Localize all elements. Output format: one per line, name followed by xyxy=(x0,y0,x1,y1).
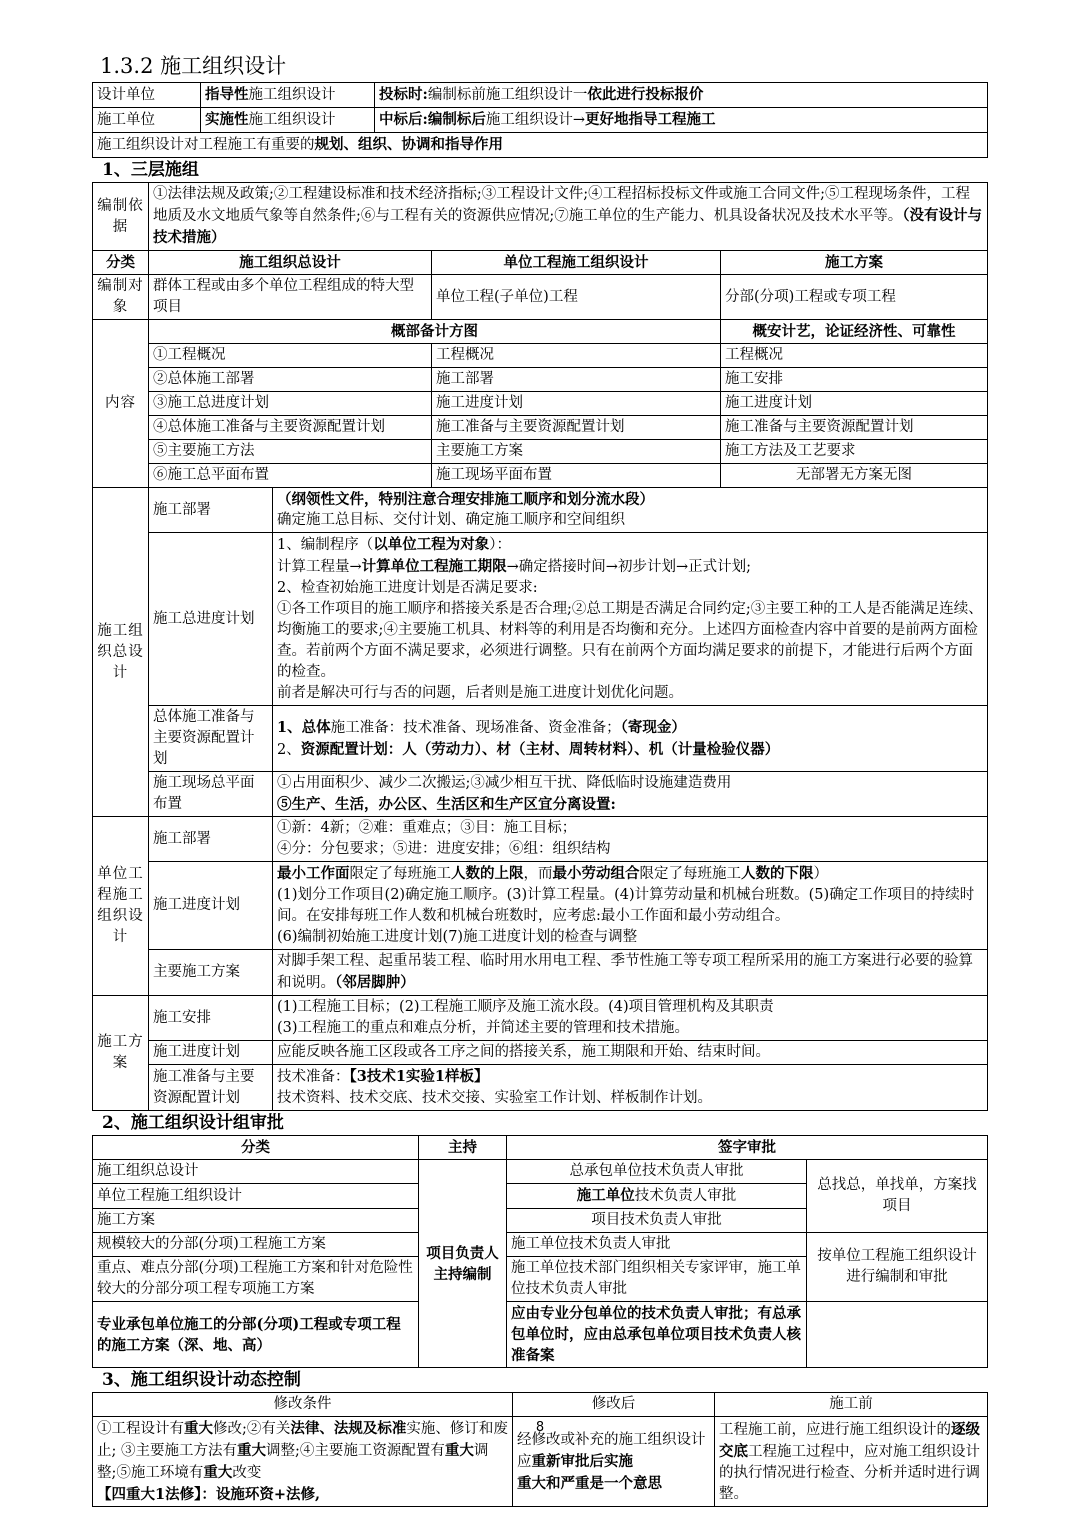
table-cell: ①占用面积少、减少二次搬运;③减少相互干扰、降低临时设施建造费用 ⑤生产、生活，办公区、生活区和生产区宜分离设置: xyxy=(273,772,988,817)
table-cell: 工程概况 xyxy=(432,344,721,368)
table-row xyxy=(93,1041,988,1065)
table-cell: 分部(分项)工程或专项工程 xyxy=(721,275,988,320)
table-cell: 群体工程或由多个单位工程组成的特大型项目 xyxy=(149,275,432,320)
table-header-row xyxy=(93,1136,988,1160)
table-cell: 1、总体施工准备：技术准备、现场准备、资金准备；（寄现金） 2、资源配置计划：人（劳动力）、材（主材、周转材料）、机（计量检验仪器） xyxy=(273,706,988,772)
table-cell: 1、编制程序（以单位工程为对象）： 计算工程量→计算单位工程施工期限→确定搭接时间→初步计划→正式计划; 2、检查初始施工进度计划是否满足要求: ①各工作项目的施工顺序和搭接关系是否合理;②总工期是否满足合同约定;③主要工种的工人是否能满足连续、均衡施工的要求;④主要施工机具、材料等的利用是否均衡和充分。上述四方面检查内容中首要的是前两方面检查。若前两个方面不满足要求，必须进行调整。只有在前两个方面均满足要求的前提下，才能进行后两个方面的检查。 前者是解决可行与否的问题，后者则是施工进度计划优化问题。 xyxy=(273,533,988,706)
table-row xyxy=(93,392,988,416)
table-cell: 应由专业分包单位的技术负责人审批；有总承包单位时，应由总承包单位项目技术负责人核准备案 xyxy=(507,1302,807,1368)
table-row xyxy=(93,1302,988,1368)
table-row xyxy=(93,862,988,950)
table-cell: 施工单位技术部门组织相关专家评审，施工单位技术负责人审批 xyxy=(507,1257,807,1302)
section-heading-1: 1、三层施组 xyxy=(102,160,199,180)
construction-unit-type: 实施性施工组织设计 xyxy=(201,108,375,133)
table-row xyxy=(93,533,988,706)
table-row xyxy=(93,1065,988,1111)
table-cell: 施工准备与主要资源配置计划 xyxy=(721,416,988,440)
table-row xyxy=(93,706,988,772)
table-cell: 总承包单位技术负责人审批 xyxy=(507,1160,807,1184)
table-row xyxy=(93,440,988,464)
table-cell: 最小工作面限定了每班施工人数的上限，而最小劳动组合限定了每班施工人数的下限） (1)划分工作项目(2)确定施工顺序。(3)计算工程量。(4)计算劳动量和机械台班数。(5)确定工作项目的持续时间。在安排每班工作人数和机械台班数时，应考虑:最小工作面和最小劳动组合。 (6)编制初始施工进度计划(7)施工进度计划的检查与调整 xyxy=(273,862,988,950)
design-unit-label: 设计单位 xyxy=(93,83,201,108)
table-cell: 施工部署 xyxy=(432,368,721,392)
row-label: 施工进度计划 xyxy=(149,1041,273,1065)
row-label: 施工准备与主要资源配置计划 xyxy=(149,1065,273,1111)
table-row xyxy=(93,996,988,1041)
table-cell: 单位工程施工组织设计 xyxy=(93,1184,419,1209)
design-unit-type: 指导性施工组织设计 xyxy=(201,83,375,108)
table-cell: 施工进度计划 xyxy=(721,392,988,416)
table-cell: (1)工程施工目标；(2)工程施工顺序及施工流水段。(4)项目管理机构及其职责 (3)工程施工的重点和难点分析，并简述主要的管理和技术措施。 xyxy=(273,996,988,1041)
col-header: 分类 xyxy=(93,1136,419,1160)
table-row xyxy=(93,464,988,488)
table-row xyxy=(93,108,988,133)
page-title: 1.3.2 施工组织设计 xyxy=(100,54,287,78)
col-header: 修改后 xyxy=(513,1393,715,1417)
row-label: 施工总进度计划 xyxy=(149,533,273,706)
plan-label: 施工方案 xyxy=(93,996,149,1111)
table-row xyxy=(93,772,988,817)
col-header: 签字审批 xyxy=(507,1136,988,1160)
document-page xyxy=(92,52,988,1507)
table-cell: ③施工总进度计划 xyxy=(149,392,432,416)
table-header-row xyxy=(93,251,988,275)
construction-unit-desc: 中标后:编制标后施工组织设计→更好地指导工程施工 xyxy=(375,108,988,133)
table-cell: 项目技术负责人审批 xyxy=(507,1209,807,1233)
table-row xyxy=(93,133,988,158)
table-cell: 单位工程(子单位)工程 xyxy=(432,275,721,320)
table-row xyxy=(93,368,988,392)
table-cell: 应能反映各施工区段或各工序之间的搭接关系，施工期限和开始、结束时间。 xyxy=(273,1041,988,1065)
table-row xyxy=(93,83,988,108)
dynamic-control-table xyxy=(92,1392,988,1507)
row-label: 施工进度计划 xyxy=(149,862,273,950)
table-cell: ⑥施工总平面布置 xyxy=(149,464,432,488)
row-label: 施工部署 xyxy=(149,488,273,533)
table-row xyxy=(93,1233,988,1257)
col-header: 单位工程施工组织设计 xyxy=(432,251,721,275)
content-label: 内容 xyxy=(93,320,149,488)
table-cell: （纲领性文件，特别注意合理安排施工顺序和划分流水段） 确定施工总目标、交付计划、确定施工顺序和空间组织 xyxy=(273,488,988,533)
page-number: 8 xyxy=(535,1420,545,1435)
col-header: 施工方案 xyxy=(721,251,988,275)
table-cell: ①工程概况 xyxy=(149,344,432,368)
table-row xyxy=(93,1160,988,1184)
table-row xyxy=(93,416,988,440)
row-label: 主要施工方案 xyxy=(149,950,273,996)
table-cell: 技术准备：【3技术1实验1样板】 技术资料、技术交底、技术交接、实验室工作计划、样板制作计划。 xyxy=(273,1065,988,1111)
table-cell: ②总体施工部署 xyxy=(149,368,432,392)
table-row xyxy=(93,320,988,344)
table-row xyxy=(93,950,988,996)
before-construction: 工程施工前，应进行施工组织设计的逐级交底工程施工过程中，应对施工组织设计的执行情况进行检查、分析并适时进行调整。 xyxy=(715,1417,988,1507)
table-cell: 规模较大的分部(分项)工程施工方案 xyxy=(93,1233,419,1257)
intro-table xyxy=(92,82,988,158)
table-cell: 主要施工方案 xyxy=(432,440,721,464)
basis-text: ①法律法规及政策;②工程建设标准和技术经济指标;③工程设计文件;④工程招标投标文件或施工合同文件;⑤工程现场条件，工程地质及水文地质气象等自然条件;⑥与工程有关的资源供应情况;⑦施工单位的生产能力、机具设备状况及技术水平等。（没有设计与技术措施） xyxy=(149,183,988,251)
table-cell: 施工方案 xyxy=(93,1209,419,1233)
table-cell: 施工单位技术负责人审批 xyxy=(507,1233,807,1257)
intro-summary: 施工组织设计对工程施工有重要的规划、组织、协调和指导作用 xyxy=(93,133,988,158)
table-cell: 施工现场平面布置 xyxy=(432,464,721,488)
table-row xyxy=(93,275,988,320)
construction-unit-label: 施工单位 xyxy=(93,108,201,133)
table-row xyxy=(93,344,988,368)
table-row xyxy=(93,183,988,251)
table-cell: 重点、难点分部(分项)工程施工方案和针对危险性较大的分部分项工程专项施工方案 xyxy=(93,1257,419,1302)
table-cell: 施工方法及工艺要求 xyxy=(721,440,988,464)
note-cell: 按单位工程施工组织设计进行编制和审批 xyxy=(807,1233,988,1302)
section-heading-2: 2、施工组织设计组审批 xyxy=(102,1113,284,1133)
content-mnemonic: 概安计艺，论证经济性、可靠性 xyxy=(721,320,988,344)
section-heading-3: 3、施工组织设计动态控制 xyxy=(102,1370,301,1390)
unit-design-label: 单位工程施工组织设计 xyxy=(93,817,149,996)
table-cell: ①新：4新；②难：重难点；③目：施工目标； ④分：分包要求；⑤进：进度安排；⑥组：组织结构 xyxy=(273,817,988,862)
empty-cell xyxy=(807,1302,988,1368)
row-label: 施工现场总平面布置 xyxy=(149,772,273,817)
table-row xyxy=(93,488,988,533)
table-cell: 施工进度计划 xyxy=(432,392,721,416)
table-cell: 施工组织总设计 xyxy=(93,1160,419,1184)
col-header: 施工前 xyxy=(715,1393,988,1417)
table-cell: 施工准备与主要资源配置计划 xyxy=(432,416,721,440)
modify-conditions: ①工程设计有重大修改;②有关法律、法规及标准实施、修订和废止; ③主要施工方法有重大调整;④主要施工资源配置有重大调整;⑤施工环境有重大改变 【四重大1法修】：设施环资+法修, xyxy=(93,1417,513,1507)
host-cell: 项目负责人主持编制 xyxy=(419,1160,507,1368)
row-label: 施工部署 xyxy=(149,817,273,862)
table-header-row xyxy=(93,1393,988,1417)
table-cell: 施工单位技术负责人审批 xyxy=(507,1184,807,1209)
basis-label: 编制依据 xyxy=(93,183,149,251)
table-cell: 施工安排 xyxy=(721,368,988,392)
table-cell: 专业承包单位施工的分部(分项)工程或专项工程的施工方案（深、地、高） xyxy=(93,1302,419,1368)
content-mnemonic: 概部备计方图 xyxy=(149,320,721,344)
object-label: 编制对象 xyxy=(93,275,149,320)
table-cell: ④总体施工准备与主要资源配置计划 xyxy=(149,416,432,440)
col-header: 修改条件 xyxy=(93,1393,513,1417)
table-row xyxy=(93,817,988,862)
table-cell: 工程概况 xyxy=(721,344,988,368)
three-level-table xyxy=(92,182,988,1111)
table-cell: 无部署无方案无图 xyxy=(721,464,988,488)
approval-table xyxy=(92,1135,988,1368)
col-header: 施工组织总设计 xyxy=(149,251,432,275)
row-label: 施工安排 xyxy=(149,996,273,1041)
row-label: 总体施工准备与主要资源配置计划 xyxy=(149,706,273,772)
table-cell: ⑤主要施工方法 xyxy=(149,440,432,464)
note-cell: 总找总，单找单，方案找项目 xyxy=(807,1160,988,1233)
after-modify: 经修改或补充的施工组织设计应重新审批后实施 重大和严重是一个意思 xyxy=(513,1417,715,1507)
col-header: 分类 xyxy=(93,251,149,275)
table-cell: 对脚手架工程、起重吊装工程、临时用水用电工程、季节性施工等专项工程所采用的施工方案进行必要的验算和说明。（邻居脚肿） xyxy=(273,950,988,996)
col-header: 主持 xyxy=(419,1136,507,1160)
design-unit-desc: 投标时:编制标前施工组织设计一依此进行投标报价 xyxy=(375,83,988,108)
general-design-label: 施工组织总设计 xyxy=(93,488,149,817)
